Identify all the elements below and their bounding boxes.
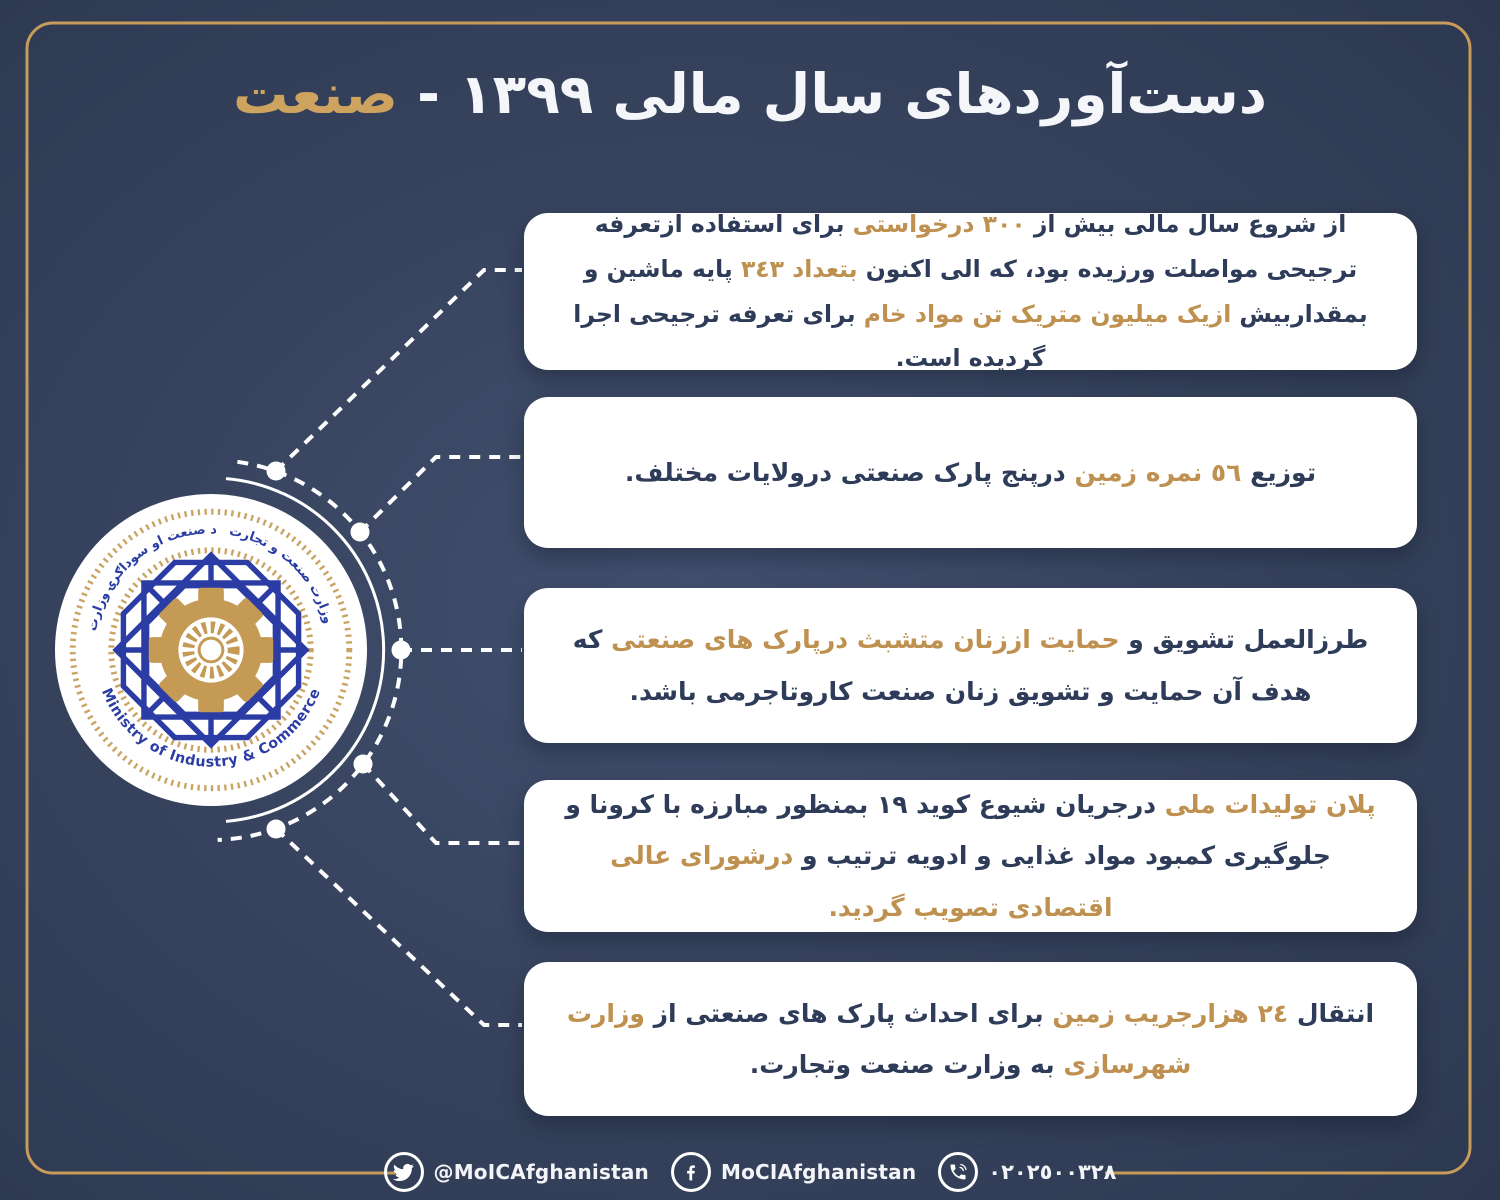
card-text — [625, 447, 1316, 498]
highlight-segment: درشورای عالی اقتصادی تصویب گردید. — [610, 841, 1113, 922]
connector-node-1 — [267, 462, 286, 481]
highlight-segment: ازیک میلیون متریک تن مواد خام — [863, 299, 1232, 328]
facebook-group — [671, 1152, 916, 1192]
text-segment: به وزارت صنعت وتجارت. — [749, 1050, 1064, 1079]
logo-arc-pashto: د صنعت او سوداګرۍ وزارت — [85, 522, 218, 633]
connector-line-2 — [360, 457, 522, 532]
card-text — [556, 988, 1385, 1091]
phone-number: ٠٢٠٢٥٠٠٣٢٨ — [988, 1160, 1117, 1184]
highlight-segment: ٥٦ نمره زمین — [1074, 457, 1242, 487]
connector-line-1 — [276, 270, 522, 471]
achievement-card-2 — [524, 397, 1417, 548]
facebook-icon — [671, 1152, 711, 1192]
connector-line-5 — [276, 829, 522, 1025]
text-segment: توزیع — [1241, 457, 1317, 487]
text-segment: انتقال — [1288, 998, 1375, 1028]
footer — [0, 1146, 1500, 1198]
phone-icon — [938, 1152, 978, 1192]
logo-arc-dari: وزارت صنعت و تجارت — [227, 523, 336, 626]
logo-arc-english: Ministry of Industry & Commerce — [97, 685, 324, 771]
text-segment: برای احداث پارک های صنعتی از — [644, 998, 1053, 1028]
card-text — [556, 614, 1385, 717]
gear-icon — [149, 588, 273, 712]
page-title — [0, 62, 1500, 126]
text-segment: درجریان شیوع کوید ١٩ بمنظور مبارزه با کرونا و جلوگیری کمبود مواد غذایی و ادویه ترتیب و — [565, 790, 1331, 871]
text-segment: که هدف آن حمایت و تشویق زنان صنعت کاروتاجرمی باشد. — [572, 625, 1312, 706]
title-main: دست‌آوردهای سال مالی ١٣٩٩ - — [397, 62, 1267, 126]
twitter-group — [384, 1152, 650, 1192]
text-segment: از شروع سال مالی بیش از — [1025, 210, 1347, 239]
connector-line-4 — [363, 764, 522, 843]
facebook-handle: MoCIAfghanistan — [721, 1160, 917, 1184]
achievement-card-5 — [524, 962, 1417, 1116]
text-segment: پایه ماشین و بمقداربیش — [583, 254, 1368, 328]
card-text — [556, 202, 1385, 381]
connector-node-3 — [392, 641, 411, 660]
highlight-segment: ٢٤ هزارجریب زمین — [1052, 998, 1289, 1028]
connector-node-5 — [267, 820, 286, 839]
highlight-segment: وزارت شهرسازی — [566, 998, 1192, 1079]
text-segment: برای تعرفه ترجیحی اجرا گردیده است. — [573, 299, 1046, 373]
text-segment: برای استفاده ازتعرفه ترجیحی مواصلت ورزیده بود، که الی اکنون — [594, 210, 1358, 283]
twitter-handle: @MoICAfghanistan — [433, 1160, 649, 1184]
card-text — [556, 779, 1385, 933]
highlight-segment: حمایت اززنان متشبث درپارک های صنعتی — [611, 625, 1120, 655]
title-highlight: صنعت — [233, 62, 398, 126]
text-segment: درپنج پارک صنعتی درولایات مختلف. — [624, 457, 1075, 487]
achievement-card-1 — [524, 210, 1417, 373]
highlight-segment: بتعداد ٣٤٣ — [740, 254, 858, 283]
text-segment: طرزالعمل تشویق و — [1119, 625, 1369, 655]
twitter-icon — [384, 1152, 424, 1192]
achievement-card-4 — [524, 780, 1417, 932]
achievement-card-3 — [524, 588, 1417, 743]
ministry-logo — [53, 492, 369, 808]
highlight-segment: پلان تولیدات ملی — [1164, 790, 1376, 820]
phone-group — [938, 1152, 1116, 1192]
highlight-segment: ٣٠٠ درخواستی — [852, 210, 1026, 239]
